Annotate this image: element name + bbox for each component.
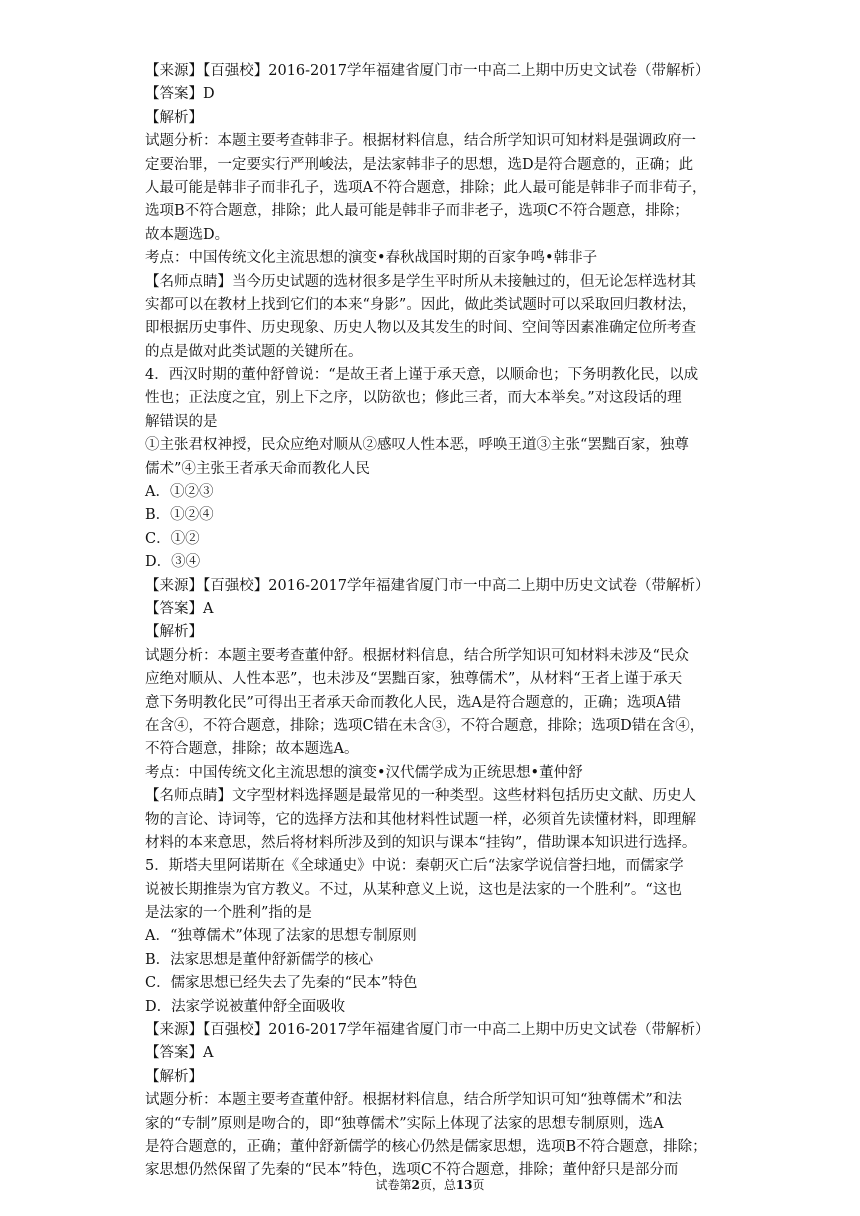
text-line: 定要治罪，一定要实行严刑峻法，是法家韩非子的思想，选D是符合题意的，正确；此 [145, 156, 694, 173]
text-line: 儒术”④主张王者承天命而教化人民 [145, 460, 370, 477]
text-line: 试题分析：本题主要考查董仲舒。根据材料信息，结合所学知识可知“独尊儒术”和法 [145, 1092, 682, 1109]
text-line: 人最可能是韩非子而非孔子，选项A不符合题意，排除；此人最可能是韩非子而非荀子， [145, 179, 707, 196]
text-line: 【来源】【百强校】2016-2017学年福建省厦门市一中高二上期中历史文试卷（带解析） [145, 63, 710, 79]
text-line: 【名师点睛】文字型材料选择题是最常见的一种类型。这些材料包括历史文献、历史人 [145, 788, 696, 805]
text-line: D．③④ [145, 554, 201, 571]
text-line: A．①②③ [145, 484, 214, 501]
text-line: C．①② [145, 530, 200, 547]
text-line: 物的言论、诗词等，它的选择方法和其他材料性试题一样，必须首先读懂材料，即理解 [145, 811, 696, 828]
text-line: 实都可以在教材上找到它们的本来“身影”。因此，做此类试题时可以采取回归教材法， [145, 296, 697, 313]
text-line: 考点：中国传统文化主流思想的演变•汉代儒学成为正统思想•董仲舒 [145, 764, 583, 781]
text-line: 是法家的一个胜利”指的是 [145, 905, 312, 922]
text-line: 【答案】D [145, 86, 215, 103]
text-line: 考点：中国传统文化主流思想的演变•春秋战国时期的百家争鸣•韩非子 [145, 250, 598, 267]
text-line: A．“独尊儒术”体现了法家的思想专制原则 [145, 928, 417, 945]
text-line: 【答案】A [145, 600, 214, 617]
text-line: 家思想仍然保留了先秦的“民本”特色，选项C不符合题意，排除；董仲舒只是部分而 [145, 1162, 679, 1179]
text-line: B．法家思想是董仲舒新儒学的核心 [145, 951, 374, 968]
text-line: 意下务明教化民”可得出王者承天命而教化人民，选A是符合题意的，正确；选项A错 [145, 694, 681, 711]
text-line: 材料的本来意思，然后将材料所涉及到的知识与课本“挂钩”，借助课本知识进行选择。 [145, 834, 697, 851]
text-line: 试题分析：本题主要考查韩非子。根据材料信息，结合所学知识可知材料是强调政府一 [145, 133, 696, 150]
document-body [145, 60, 725, 1183]
text-line: 故本题选D。 [145, 226, 230, 243]
footer-middle: 页，总 [419, 1178, 456, 1192]
text-line: 解错误的是 [145, 413, 218, 430]
text-line: 【来源】【百强校】2016-2017学年福建省厦门市一中高二上期中历史文试卷（带解析） [145, 577, 710, 594]
text-line: ①主张君权神授，民众应绝对顺从②感叹人性本恶，呼唤王道③主张“罢黜百家，独尊 [145, 437, 689, 454]
text-line: D．法家学说被董仲舒全面吸收 [145, 998, 346, 1015]
text-line: 5．斯塔夫里阿诺斯在《全球通史》中说：秦朝灭亡后“法家学说信誉扫地，而儒家学 [145, 858, 684, 875]
text-line: 即根据历史事件、历史现象、历史人物以及其发生的时间、空间等因素准确定位所考查 [145, 320, 696, 337]
text-line: B．①②④ [145, 507, 214, 524]
text-line: 性也；正法度之宜，别上下之序，以防欲也；修此三者，而大本举矣。”对这段话的理 [145, 390, 682, 407]
footer-prefix: 试卷第 [375, 1178, 412, 1192]
text-line: 选项B不符合题意，排除；此人最可能是韩非子而非老子，选项C不符合题意，排除； [145, 203, 689, 220]
text-line: 【解析】 [145, 1068, 203, 1085]
footer-page-number: 2 [411, 1178, 420, 1192]
text-line: 在含④，不符合题意，排除；选项C错在未含③，不符合题意，排除；选项D错在含④， [145, 717, 705, 734]
text-line: 不符合题意，排除；故本题选A。 [145, 741, 359, 758]
text-line: 【解析】 [145, 109, 203, 126]
text-line: 试题分析：本题主要考查董仲舒。根据材料信息，结合所学知识可知材料未涉及“民众 [145, 647, 689, 664]
text-line: 是符合题意的，正确；董仲舒新儒学的核心仍然是儒家思想，选项B不符合题意，排除； [145, 1138, 707, 1155]
text-line: 【答案】A [145, 1045, 214, 1062]
text-line: 应绝对顺从、人性本恶”，也未涉及“罢黜百家，独尊儒术”，从材料“王者上谨于承天 [145, 671, 683, 688]
text-line: 【来源】【百强校】2016-2017学年福建省厦门市一中高二上期中历史文试卷（带解析） [145, 1022, 710, 1039]
text-line: 的点是做对此类试题的关键所在。 [145, 343, 363, 360]
text-line: 【解析】 [145, 624, 203, 641]
page-footer [0, 1176, 860, 1193]
footer-total-pages: 13 [455, 1178, 473, 1192]
text-line: 家的“专制”原则是吻合的，即“独尊儒术”实际上体现了法家的思想专制原则，选A [145, 1115, 664, 1132]
text-line: C．儒家思想已经失去了先秦的“民本”特色 [145, 975, 418, 992]
text-line: 【名师点睛】当今历史试题的选材很多是学生平时所从未接触过的，但无论怎样选材其 [145, 273, 696, 290]
footer-suffix: 页 [472, 1178, 485, 1192]
text-line: 说被长期推崇为官方教义。不过，从某种意义上说，这也是法家的一个胜利”。“这也 [145, 881, 682, 898]
text-line: 4．西汉时期的董仲舒曾说：“是故王者上谨于承天意，以顺命也；下务明教化民，以成 [145, 367, 699, 384]
